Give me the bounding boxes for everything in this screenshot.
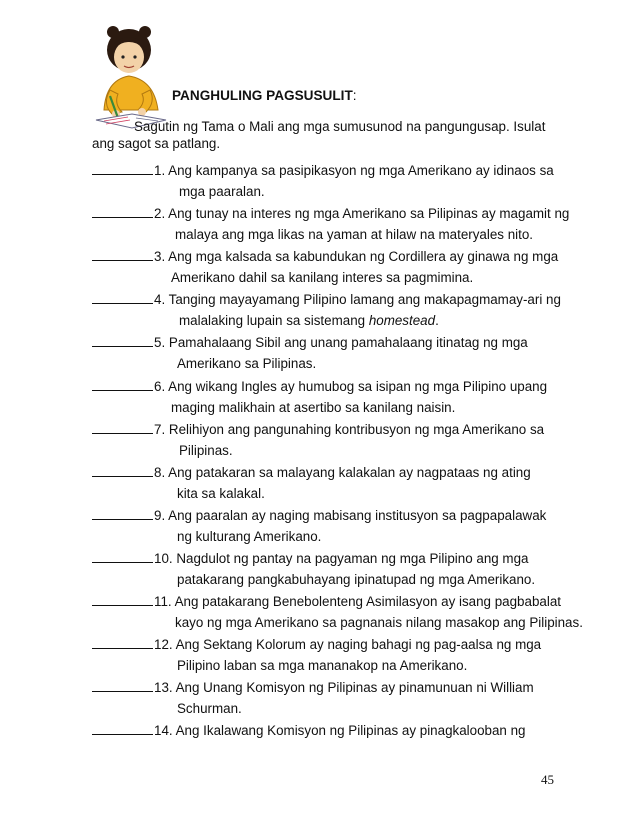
answer-blank[interactable] (92, 334, 153, 347)
question-text: Pamahalaang Sibil ang unang pamahalaang itinatag ng mga (168, 335, 528, 350)
question-line-1 (92, 507, 546, 523)
answer-blank[interactable] (92, 421, 153, 434)
hair-bun-right (139, 26, 151, 38)
question-line-1 (92, 378, 547, 394)
question-line-1 (92, 291, 561, 307)
question-number: 9. (154, 508, 166, 523)
question-text: Ang patakarang Benebolenteng Asimilasyon ay isang pagbabalat (174, 594, 561, 609)
question-number: 1. (154, 163, 166, 178)
question-number: 8. (154, 465, 166, 480)
question-text-continued: Pilipinas. (179, 443, 233, 458)
question-text: Ang Sektang Kolorum ay naging bahagi ng pag-aalsa ng mga (175, 637, 542, 652)
page-number: 45 (541, 772, 554, 787)
question-number: 10. (154, 551, 173, 566)
answer-blank[interactable] (92, 248, 153, 261)
question-text-continued: malaya ang mga likas na yaman at hilaw na materyales nito. (175, 227, 534, 242)
question-text: Ang Unang Komisyon ng Pilipinas ay pinamunuan ni William (175, 680, 534, 695)
question-number: 2. (154, 206, 166, 221)
instruction-text (92, 118, 562, 152)
question-text-continued: patakarang pangkabuhayang ipinatupad ng mga Amerikano. (177, 572, 536, 587)
question-text-continued: Pilipino laban sa mga mananakop na Amerikano. (177, 658, 468, 673)
answer-blank[interactable] (92, 205, 153, 218)
question-line-1 (92, 205, 569, 221)
question-line-2 (179, 184, 265, 199)
question-text-end: . (435, 313, 439, 328)
answer-blank[interactable] (92, 636, 153, 649)
question-line-2 (171, 270, 473, 285)
question-number: 13. (154, 680, 173, 695)
question-text: Relihiyon ang pangunahing kontribusyon ng mga Amerikano sa (168, 422, 545, 437)
question-line-1 (92, 334, 528, 350)
answer-blank[interactable] (92, 378, 153, 391)
hair-bun-left (107, 26, 119, 38)
question-line-2 (177, 356, 316, 371)
section-title-colon: : (352, 88, 357, 103)
question-number: 5. (154, 335, 166, 350)
answer-blank[interactable] (92, 291, 153, 304)
question-text: Ang patakaran sa malayang kalakalan ay nagpataas ng ating (168, 465, 531, 480)
question-text-continued: kita sa kalakal. (177, 486, 265, 501)
question-line-1 (92, 162, 554, 178)
question-text: Ang paaralan ay naging mabisang institusyon sa pagpapalawak (168, 508, 547, 523)
answer-blank[interactable] (92, 679, 153, 692)
question-line-2 (177, 572, 535, 587)
question-line-2 (177, 701, 242, 716)
question-line-1 (92, 248, 558, 264)
question-text: Ang wikang Ingles ay humubog sa isipan ng mga Pilipino upang (168, 379, 548, 394)
question-text-continued: maging malikhain at asertibo sa kanilang naisin. (171, 400, 456, 415)
question-number: 7. (154, 422, 166, 437)
question-line-1 (92, 679, 534, 695)
question-line-1 (92, 464, 531, 480)
question-number: 3. (154, 249, 166, 264)
question-line-2 (177, 486, 265, 501)
question-text-continued: Schurman. (177, 701, 242, 716)
answer-blank[interactable] (92, 550, 153, 563)
question-number: 6. (154, 379, 166, 394)
question-italic-term: homestead (368, 313, 436, 328)
question-line-2 (177, 658, 467, 673)
question-line-2 (175, 227, 533, 242)
question-line-1 (92, 550, 528, 566)
question-line-2 (179, 313, 439, 328)
question-line-1 (92, 593, 561, 609)
question-text-continued: kayo ng mga Amerikano sa pagnanais nilang masakop ang Pilipinas. (175, 615, 583, 630)
question-text: Ang mga kalsada sa kabundukan ng Cordillera ay ginawa ng mga (168, 249, 559, 264)
question-line-2 (177, 529, 321, 544)
section-title-text: PANGHULING PAGSUSULIT (172, 88, 353, 103)
question-line-2 (179, 443, 233, 458)
question-line-1 (92, 722, 526, 738)
question-line-1 (92, 636, 541, 652)
answer-blank[interactable] (92, 464, 153, 477)
question-text-continued: ng kulturang Amerikano. (177, 529, 322, 544)
question-text: Tanging mayayamang Pilipino lamang ang makapagmamay-ari ng (168, 292, 561, 307)
section-title (172, 88, 357, 103)
question-number: 14. (154, 723, 173, 738)
answer-blank[interactable] (92, 722, 153, 735)
question-number: 11. (154, 594, 172, 609)
answer-blank[interactable] (92, 507, 153, 520)
question-line-1 (92, 421, 544, 437)
question-line-2 (175, 615, 583, 630)
answer-blank[interactable] (92, 162, 153, 175)
question-text: Ang kampanya sa pasipikasyon ng mga Amerikano ay idinaos sa (168, 163, 554, 178)
question-text-continued: Amerikano sa Pilipinas. (177, 356, 317, 371)
question-number: 12. (154, 637, 173, 652)
question-text-continued: Amerikano dahil sa kanilang interes sa pagmimina. (171, 270, 474, 285)
question-number: 4. (154, 292, 166, 307)
question-text: Ang Ikalawang Komisyon ng Pilipinas ay pinagkalooban ng (175, 723, 526, 738)
question-text: Ang tunay na interes ng mga Amerikano sa Pilipinas ay magamit ng (168, 206, 570, 221)
question-line-2 (171, 400, 455, 415)
question-text-continued: malalaking lupain sa sistemang (179, 313, 369, 328)
question-text: Nagdulot ng pantay na pagyaman ng mga Pilipino ang mga (176, 551, 529, 566)
question-text-continued: mga paaralan. (179, 184, 265, 199)
instruction-body: Sagutin ng Tama o Mali ang mga sumusunod na pangungusap. Isulat ang sagot sa patlang. (92, 119, 546, 151)
answer-blank[interactable] (92, 593, 153, 606)
face-shape (114, 41, 144, 73)
